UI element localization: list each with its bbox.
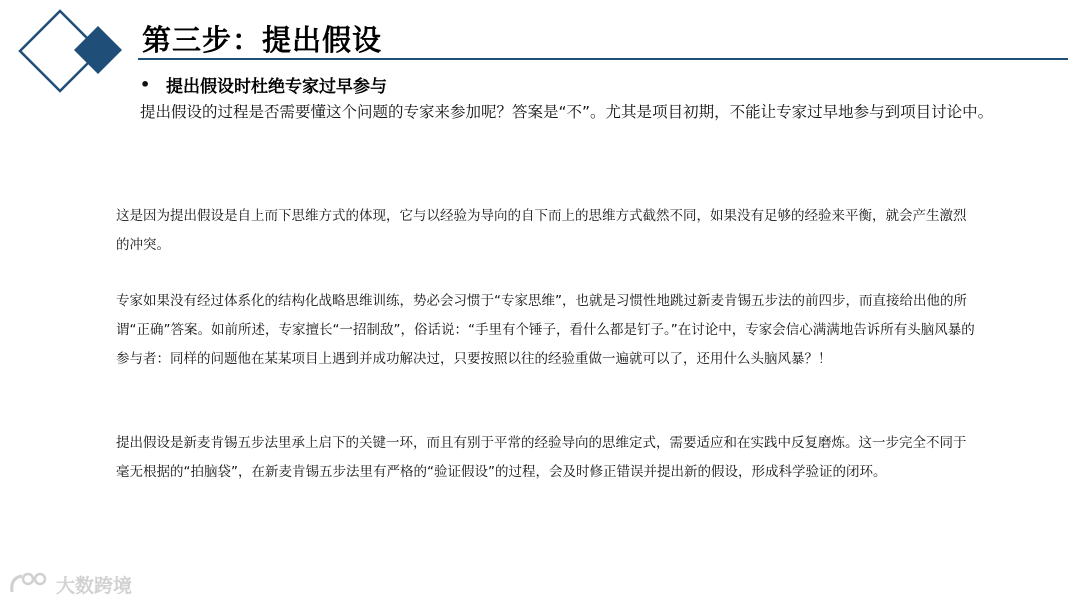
watermark-text: 大数跨境 xyxy=(56,574,133,597)
watermark-logo-icon xyxy=(8,570,50,598)
bullet-dot-icon: • xyxy=(140,75,151,94)
body-paragraph-2: 专家如果没有经过体系化的结构化战略思维训练，势必会习惯于“专家思维”，也就是习惯性地跳过新麦肯锡五步法的前四步，而直接给出他的所谓“正确”答案。如前所述，专家擅长“一招制敌”，俗话说：“手里有个锤子，看什么都是钉子。”在讨论中，专家会信心满满地告诉所有头脑风暴的参与者：同样的问题他在某某项目上遇到并成功解决过，只要按照以往的经验重做一遍就可以了，还用什么头脑风暴？！ xyxy=(116,293,975,367)
page-title: 第三步：提出假设 xyxy=(142,23,383,57)
bullet-heading: 提出假设时杜绝专家过早参与 xyxy=(166,77,387,97)
body-paragraph-1: 这是因为提出假设是自上而下思维方式的体现，它与以经验为导向的自下而上的思维方式截然不同，如果没有足够的经验来平衡，就会产生激烈的冲突。 xyxy=(116,208,967,253)
title-divider xyxy=(138,58,1068,60)
body-paragraph-3: 提出假设是新麦肯锡五步法里承上启下的关键一环，而且有别于平常的经验导向的思维定式，需要适应和在实践中反复磨炼。这一步完全不同于毫无根据的“拍脑袋”，在新麦肯锡五步法里有严格的“验证假设”的过程，会及时修正错误并提出新的假设，形成科学验证的闭环。 xyxy=(116,435,967,480)
diamond-logo-icon xyxy=(18,8,130,100)
intro-text: 提出假设的过程是否需要懂这个问题的专家来参加呢？答案是“不”。尤其是项目初期，不能让专家过早地参与到项目讨论中。 xyxy=(140,103,994,121)
bullet-item xyxy=(140,72,387,97)
watermark xyxy=(8,570,132,598)
